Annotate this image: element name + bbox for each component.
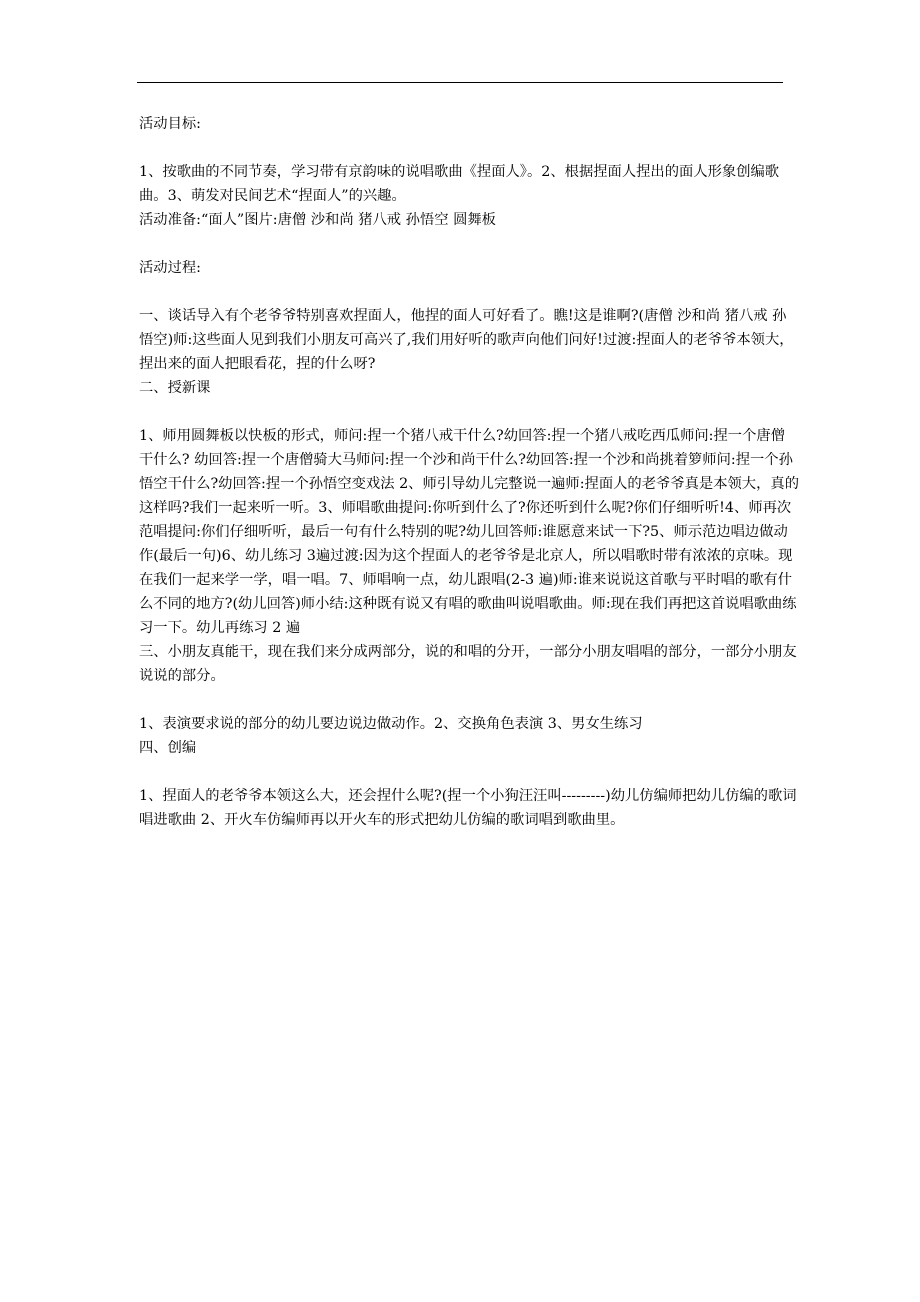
document-body bbox=[139, 112, 799, 832]
section-3-paragraph: 三、小朋友真能干，现在我们来分成两部分，说的和唱的分开，一部分小朋友唱唱的部分，一部分小朋友说说的部分。 bbox=[139, 644, 797, 684]
section-4-paragraph: 1、捏面人的老爷爷本领这么大，还会捏什么呢?(捏一个小狗汪汪叫---------)幼儿仿编师把幼儿仿编的歌词唱进歌曲 2、开火车仿编师再以开火车的形式把幼儿仿编的歌词唱到歌曲里。 bbox=[139, 788, 797, 828]
section-3-body: 1、表演要求说的部分的幼儿要边说边做动作。2、交换角色表演 3、男女生练习 bbox=[139, 716, 643, 732]
section-1-paragraph: 一、谈话导入有个老爷爷特别喜欢捏面人，他捏的面人可好看了。瞧!这是谁啊?(唐僧 沙和尚 猪八戒 孙悟空)师:这些面人见到我们小朋友可高兴了,我们用好听的歌声向他们问好!过渡:捏面人的老爷爷本领大，捏出来的面人把眼看花，捏的什么呀? bbox=[139, 308, 794, 372]
paragraph-gap bbox=[139, 688, 799, 712]
header-rule bbox=[137, 82, 783, 83]
section-4-heading: 四、创编 bbox=[139, 740, 197, 756]
paragraph-gap bbox=[139, 760, 799, 784]
paragraph-gap bbox=[139, 280, 799, 304]
paragraph-gap bbox=[139, 400, 799, 424]
paragraph-gap bbox=[139, 232, 799, 256]
goal-body: 1、按歌曲的不同节奏，学习带有京韵味的说唱歌曲《捏面人》。2、根据捏面人捏出的面人形象创编歌曲。3、萌发对民间艺术“捏面人”的兴趣。 bbox=[139, 164, 780, 204]
paragraph-gap bbox=[139, 136, 799, 160]
goal-heading: 活动目标: bbox=[139, 116, 202, 132]
section-2-paragraph: 1、师用圆舞板以快板的形式，师问:捏一个猪八戒干什么?幼回答:捏一个猪八戒吃西瓜师问:捏一个唐僧干什么? 幼回答:捏一个唐僧骑大马师问:捏一个沙和尚干什么?幼回答:捏一个沙和尚挑着箩师问:捏一个孙悟空干什么?幼回答:捏一个孙悟空变戏法 2、师引导幼儿完整说一遍师:捏面人的老爷爷真是本领大，真的这样吗?我们一起来听一听。3、师唱歌曲提问:你听到什么了?你还听到什么呢?你们仔细听听!4、师再次范唱提问:你们仔细听听，最后一句有什么特别的呢?幼儿回答师:谁愿意来试一下?5、师示范边唱边做动作(最后一句)6、幼儿练习 3遍过渡:因为这个捏面人的老爷爷是北京人，所以唱歌时带有浓浓的京味。现在我们一起来学一学，唱一唱。7、师唱响一点，幼儿跟唱(2-3 遍)师:谁来说说这首歌与平时唱的歌有什么不同的地方?(幼儿回答)师小结:这种既有说又有唱的歌曲叫说唱歌曲。师:现在我们再把这首说唱歌曲练习一下。幼儿再练习 2 遍 bbox=[139, 428, 799, 636]
section-2-heading: 二、授新课 bbox=[139, 380, 211, 396]
process-heading: 活动过程: bbox=[139, 260, 202, 276]
preparation-line: 活动准备:“面人”图片:唐僧 沙和尚 猪八戒 孙悟空 圆舞板 bbox=[139, 212, 496, 228]
